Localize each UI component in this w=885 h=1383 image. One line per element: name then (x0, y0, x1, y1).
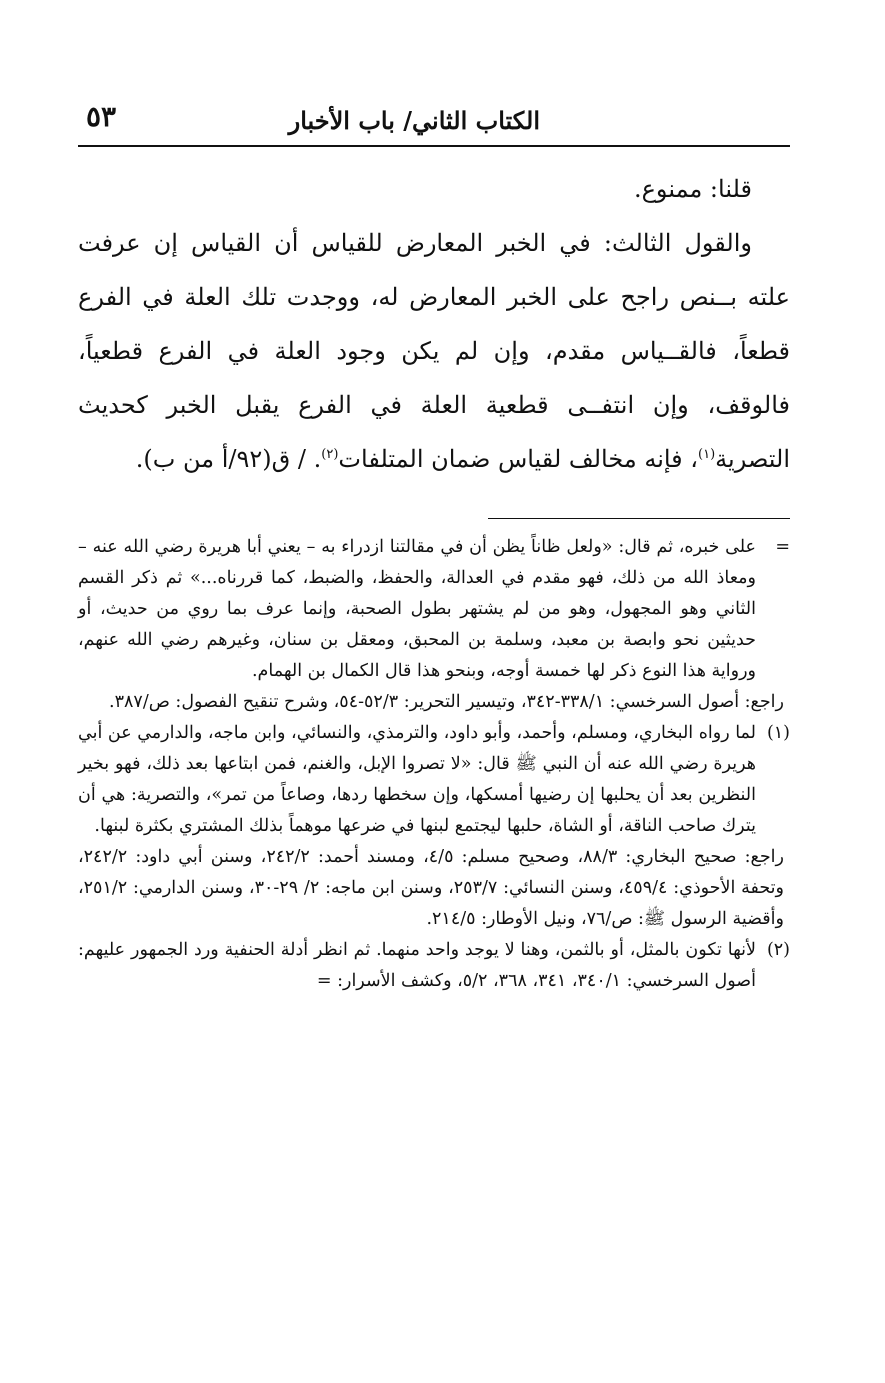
header-rule (78, 145, 790, 147)
paragraph-2 (78, 216, 790, 486)
paragraph-1: قلنا: ممنوع. (633, 175, 752, 203)
footnote-continued-reference: راجع: أصول السرخسي: ٣٣٨/١-٣٤٢، وتيسير التحرير: ٥٢/٣-٥٤، وشرح تنقيح الفصول: ص/٣٨٧. (109, 692, 784, 712)
footnote-1 (78, 718, 790, 842)
page-number: ٥٣ (86, 100, 117, 133)
continuation-mark: = (775, 537, 790, 557)
footnote-1-text: لما رواه البخاري، ومسلم، وأحمد، وأبو داود، والترمذي، والنسائي، وابن ماجه، والدارمي عن أبي هريرة رضي الله عنه أن النبي ﷺ قال: «لا تصروا الإبل، والغنم، فمن ابتاعها بعد ذلك، فهو بخير النظرين بعد أن يحلبها إن رضيها أمسكها، وإن سخطها ردها، وصاعاً من تمر»، والتصرية: هي أن يترك صاحب الناقة، أو الشاة، حلبها ليجتمع لبنها في ضرعها موهماً بذلك المشتري بكثرة لبنها. (77, 723, 756, 836)
footnote-2-text: لأنها تكون بالمثل، أو بالثمن، وهنا لا يوجد واحد منهما. ثم انظر أدلة الحنفية ورد الجمهور عليهم: أصول السرخسي: ٣٤٠/١، ٣٤١، ٣٦٨، ٥/٢، وكشف الأسرار: (78, 940, 756, 991)
paragraph-2-text-b: ، فإنه مخالف لقياس ضمان المتلفات (338, 445, 699, 473)
main-text (78, 162, 790, 486)
page-header (78, 100, 790, 140)
footnote-continued (78, 532, 790, 687)
footnote-2 (78, 935, 790, 997)
footnote-ref-1: (١) (698, 447, 716, 462)
footnote-continued-text: على خبره، ثم قال: «ولعل ظاناً يظن أن في مقالتنا ازدراء به – يعني أبا هريرة رضي الله عنه – ومعاذ الله من ذلك، فهو مقدم في العدالة، والحفظ، والضبط، كما قررناه...» ثم ذكر القسم الثاني وهو المجهول، وهو من لم يشتهر بطول الصحبة، وإنما عرف بما روي من حديث، أو حديثين نحو وابصة بن معبد، وسلمة بن المحبق، ومعقل بن سنان، وغيرهم رضي الله عنهم، ورواية هذا النوع ذكر لها خمسة أوجه، وبنحو هذا قال الكمال بن الهمام. (78, 537, 756, 681)
footnote-separator (488, 518, 790, 519)
footnote-ref-2: (٢) (321, 447, 339, 462)
paragraph-2-text-a: والقول الثالث: في الخبر المعارض للقياس أن القياس إن عرفت علته بــنص راجح على الخبر المعارض له، ووجدت تلك العلة في الفرع قطعاً، فالقــياس مقدم، وإن لم يكن وجود العلة في الفرع قطعياً، فالوقف، وإن انتفــى قطعية العلة في الفرع يقبل الخبر كحديث التصرية (78, 229, 791, 473)
footnote-1-reference: راجع: صحيح البخاري: ٨٨/٣، وصحيح مسلم: ٤/٥، ومسند أحمد: ٢٤٢/٢، وسنن أبي داود: ٢٤٢/٢، وتحفة الأحوذي: ٤٥٩/٤، وسنن النسائي: ٢٥٣/٧، وسنن ابن ماجه: ٢/ ٢٩-٣٠، وسنن الدارمي: ٢٥١/٢، وأقضية الرسول ﷺ: ص/٧٦، ونيل الأوطار: ٢١٤/٥. (78, 847, 785, 929)
footnotes (78, 532, 790, 997)
footnote-2-mark: (٢) (766, 940, 790, 960)
footnote-1-mark: (١) (766, 723, 790, 743)
running-title: الكتاب الثاني/ باب الأخبار (288, 106, 540, 135)
paragraph-2-text-c: . / ق(٩٢/أ من ب). (135, 445, 322, 473)
footnote-2-continuation-mark: = (316, 971, 332, 991)
